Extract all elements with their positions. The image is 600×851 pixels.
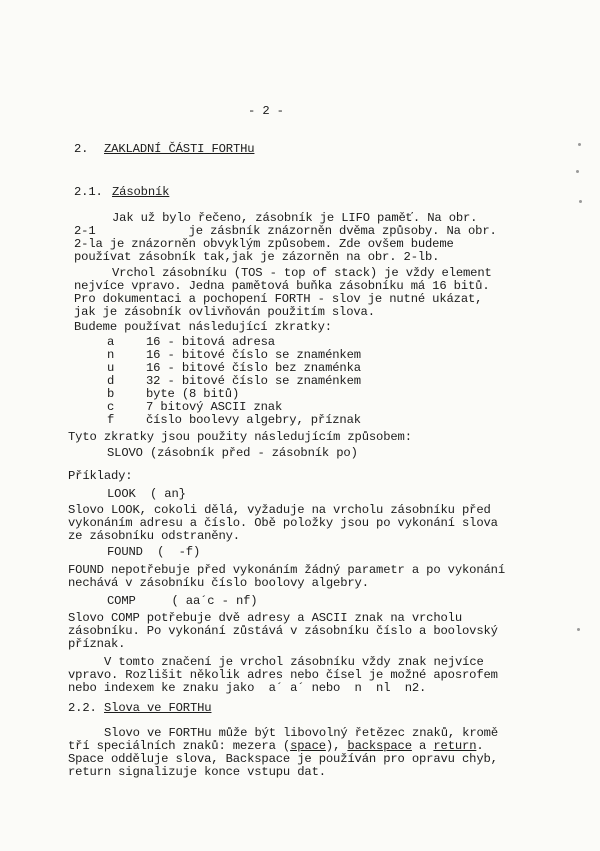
paragraph-line: jak je zásobník ovlivňován použitím slova. <box>74 305 375 319</box>
paragraph-line: nejvíce vpravo. Jedna pamětová buňka zásobníku má 16 bitů. <box>74 279 490 293</box>
usage-form: SLOVO (zásobník před - zásobník po) <box>107 446 358 460</box>
paragraph-line: Space odděluje slova, Backspace je používán pro opravu chyb, <box>68 752 498 766</box>
abbreviation-symbol: u <box>107 361 115 375</box>
abbreviation-description: 7 bitový ASCII znak <box>146 400 283 414</box>
margin-speck <box>576 170 579 173</box>
section-2-1-number: 2.1. <box>74 185 103 199</box>
example-signature: LOOK ( an} <box>107 487 186 501</box>
abbreviation-symbol: b <box>107 387 115 401</box>
space-term: space <box>290 739 326 753</box>
backspace-term: backspace <box>347 739 412 753</box>
paragraph-line: ze zásobníku odstraněny. <box>68 529 240 543</box>
paragraph-line: V tomto značení je vrchol zásobníku vždy znak nejvíce <box>104 655 484 669</box>
margin-speck <box>577 628 580 631</box>
margin-speck <box>578 143 581 146</box>
paragraph-line: Slovo LOOK, cokoli dělá, vyžaduje na vrcholu zásobníku před <box>68 503 491 517</box>
abbreviation-symbol: f <box>107 413 115 427</box>
page-number: - 2 - <box>248 104 284 118</box>
abbreviation-symbol: d <box>107 374 115 388</box>
abbreviation-symbol: a <box>107 335 115 349</box>
abbreviation-description: 16 - bitové číslo bez znaménka <box>146 361 361 375</box>
text-run: . <box>476 739 484 753</box>
paragraph-line: vykonáním adresu a číslo. Obě položky jsou po vykonání slova <box>68 516 498 530</box>
abbreviation-symbol: c <box>107 400 115 414</box>
section-2-title: ZAKLADNÍ ČÁSTI FORTHu <box>104 142 255 156</box>
section-2-number: 2. <box>74 142 89 156</box>
paragraph-line: Slovo COMP potřebuje dvě adresy a ASCII znak na vrcholu <box>68 611 463 625</box>
examples-label: Příklady: <box>68 469 133 483</box>
text-run: a <box>411 739 434 753</box>
paragraph-line: Slovo ve FORTHu může být libovolný řetězec znaků, kromě <box>104 726 499 740</box>
paragraph-line: Pro dokumentaci a pochopení FORTH - slov je nutné ukázat, <box>74 292 483 306</box>
paragraph-line: Jak už bylo řečeno, zásobník je LIFO paměť. Na obr. <box>112 211 478 225</box>
abbreviation-description: 16 - bitová adresa <box>146 335 275 349</box>
abbreviations-intro: Budeme používat následující zkratky: <box>74 320 332 334</box>
section-2-2-title: Slova ve FORTHu <box>104 701 212 715</box>
section-2-1-title: Zásobník <box>112 185 170 199</box>
paragraph-line: FOUND nepotřebuje před vykonáním žádný parametr a po vykonání <box>68 563 505 577</box>
paragraph-line: používat zásobník tak,jak je zázorněn na obr. 2-lb. <box>74 250 440 264</box>
example-signature: FOUND ( -f) <box>107 545 201 559</box>
abbreviation-symbol: n <box>107 348 115 362</box>
paragraph-line: nechává v zásobníku číslo boolovy algebry. <box>68 576 369 590</box>
return-term: return <box>433 739 477 753</box>
usage-intro: Tyto zkratky jsou použity následujícím způsobem: <box>68 430 412 444</box>
section-2-2-number: 2.2. <box>68 701 97 715</box>
paragraph-line: 2-la je znázorněn obvyklým způsobem. Zde ovšem budeme <box>74 237 454 251</box>
text-run: tří speciálních znaků: mezera ( <box>68 739 291 753</box>
paragraph-line: Vrchol zásobníku (TOS - top of stack) je vždy element <box>112 266 492 280</box>
abbreviation-description: číslo boolevy algebry, příznak <box>146 413 361 427</box>
paragraph-line: příznak. <box>68 637 126 651</box>
paragraph-line: nebo indexem ke znaku jako a´ a´ nebo n nl n2. <box>68 681 427 695</box>
paragraph-line: 2-1 je zásbník znázorněn dvěma způsoby. Na obr. <box>74 224 497 238</box>
paragraph-line: vpravo. Rozlišit několik adres nebo čísel je možné aposrofem <box>68 668 498 682</box>
margin-speck <box>579 200 582 203</box>
text-run: ), <box>325 739 348 753</box>
paragraph-line: zásobníku. Po vykonání zůstává v zásobníku číslo a boolovský <box>68 624 498 638</box>
abbreviation-description: byte (8 bitů) <box>146 387 240 401</box>
abbreviation-description: 32 - bitové číslo se znaménkem <box>146 374 361 388</box>
paragraph-line: return signalizuje konce vstupu dat. <box>68 765 326 779</box>
example-signature: COMP ( aa´c - nf) <box>107 594 258 608</box>
abbreviation-description: 16 - bitové číslo se znaménkem <box>146 348 361 362</box>
